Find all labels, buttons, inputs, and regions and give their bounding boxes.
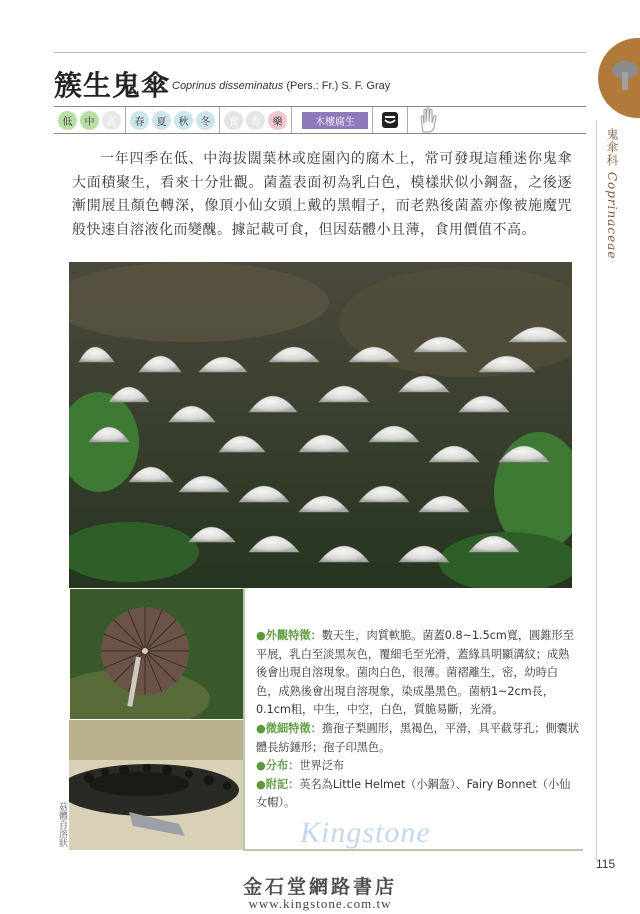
- season-group: [126, 107, 220, 133]
- feature-micro: ●微細特徵：擔孢子梨圓形，黑褐色，平滑，具平截芽孔；側囊狀體長紡錘形；孢子印黑色。: [256, 721, 580, 754]
- autolysis-photo: [69, 720, 243, 850]
- edible-chip: 食: [224, 111, 243, 130]
- description-block: [256, 627, 580, 813]
- family-label: 鬼傘科 Coprinaceae: [605, 128, 619, 260]
- kingstone-watermark: Kingstone: [300, 816, 431, 849]
- feature-distribution: ●分布：世界泛布: [256, 759, 345, 773]
- spore-print-icon: [381, 111, 399, 129]
- page-number: 115: [596, 857, 616, 871]
- intro-paragraph: 一年四季在低、中海拔闊葉林或庭園內的腐木上，常可發現這種迷你鬼傘大面積聚生，看來十分壯觀。菌蓋表面初為乳白色，模樣狀似小鋼盔，之後逐漸開展且顏色轉深，像頂小仙女頭上戴的黑帽子，而老熟後菌蓋亦像被施魔咒般快速自溶液化而變醜。據記載可食，但因菇體小且薄，食用價值不高。: [72, 151, 572, 238]
- substrate-cell: [292, 107, 373, 133]
- spore-print-cell: [373, 107, 408, 133]
- side-rule: [596, 120, 597, 860]
- species-title: 簇生鬼傘: [54, 69, 171, 102]
- season-autumn: 秋: [174, 111, 193, 130]
- top-rule: [54, 52, 586, 53]
- season-spring: 春: [130, 111, 149, 130]
- season-winter: 冬: [196, 111, 215, 130]
- main-photo: [69, 262, 572, 588]
- season-summer: 夏: [152, 111, 171, 130]
- feature-notes: ●附記：英名為Little Helmet（小鋼盔）、Fairy Bonnet（小仙女帽）。: [256, 777, 571, 810]
- section-tab: [598, 38, 640, 118]
- store-name: 金石堂網路書店: [242, 876, 397, 898]
- inset-caption: 菇體自溶狀: [57, 802, 67, 847]
- touch-cell: [408, 106, 448, 134]
- substrate-label: 木樓腐生: [302, 112, 368, 129]
- poison-chip: 毒: [246, 111, 265, 130]
- edibility-group: [220, 107, 292, 133]
- altitude-mid: 中: [80, 111, 99, 130]
- altitude-group: [54, 107, 126, 133]
- frame-line-vertical: [243, 588, 245, 850]
- store-url: www.kingstone.com.tw: [248, 896, 392, 911]
- gills-photo: [69, 588, 245, 720]
- attribute-bar: [54, 106, 586, 134]
- hand-touch-icon: [413, 106, 443, 134]
- medicinal-chip: 藥: [268, 111, 287, 130]
- mushroom-icon: [610, 58, 640, 94]
- altitude-high: 高: [102, 111, 121, 130]
- scientific-name: Coprinus disseminatus (Pers.: Fr.) S. F. Gray: [172, 80, 391, 92]
- altitude-low: 低: [58, 111, 77, 130]
- feature-appearance: ●外觀特徵：數天生，肉質軟脆。菌蓋0.8~1.5cm寬，圓錐形至平展，乳白至淡黑灰色，覆細毛至光滑，蓋緣具明顯溝紋；成熟後會出現自溶現象。菌肉白色，很薄。菌褶離生，密，幼時白色，成熟後會出現自溶現象，染成墨黑色。菌柄1~2cm長，0.1cm粗，中生，中空，白色，質脆易斷，光滑。: [256, 629, 574, 717]
